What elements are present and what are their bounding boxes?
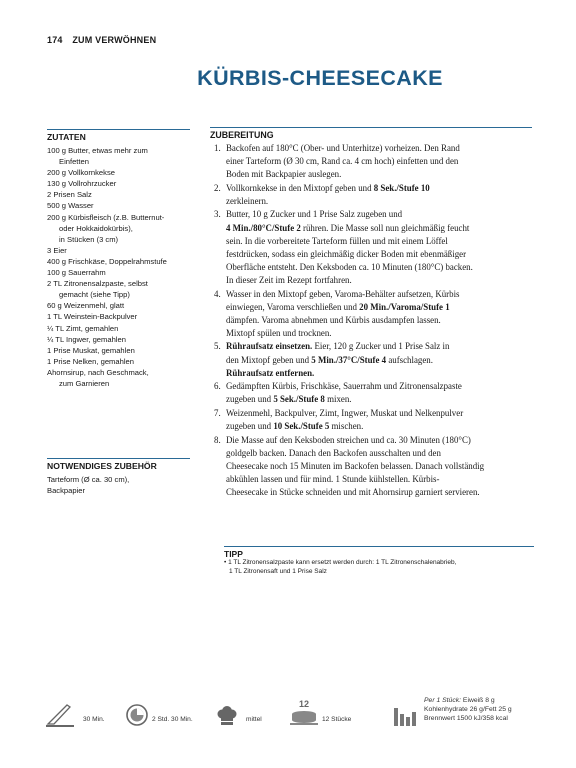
ingredient-item [47, 212, 190, 245]
nutrition-protein: Eiweiß 8 g [461, 697, 495, 704]
nutrition-info [424, 696, 512, 723]
ingredient-line: ¼ TL Ingwer, gemahlen [47, 334, 126, 344]
step-text [226, 288, 460, 340]
ingredient-item [47, 323, 190, 334]
step-number: 3. [214, 209, 221, 220]
step-line: Wasser in den Mixtopf geben, Varoma-Behälter aufsetzen, Kürbis [226, 288, 460, 299]
step-item [210, 340, 532, 379]
ingredient-item [47, 245, 190, 256]
step-line: Gedämpften Kürbis, Frischkäse, Sauerrahm und Zitronensalzpaste [226, 381, 462, 392]
tip-heading: TIPP [224, 549, 243, 559]
ingredient-line: 100 g Sauerrahm [47, 268, 106, 278]
ingredient-item [47, 267, 190, 278]
portions: 12 Stücke [322, 716, 352, 723]
recipe-info-bar [0, 696, 576, 736]
ingredient-line: 3 Eier [47, 245, 67, 255]
ingredient-line: ¼ TL Zimt, gemahlen [47, 323, 119, 333]
step-line: Cheesecake noch 15 Minuten im Backofen belassen. Danach vollständig [226, 460, 485, 471]
ingredient-item [47, 189, 190, 200]
preparation-section [210, 127, 532, 500]
step-line: 4 Min./80°C/Stufe 2 rühren. Die Masse soll nun gleichmäßig feucht [226, 222, 470, 233]
ingredient-line: 60 g Weizenmehl, glatt [47, 301, 125, 311]
ingredient-item [47, 311, 190, 322]
step-number: 2. [214, 182, 221, 193]
step-number: 1. [214, 143, 221, 153]
page-number: 174 [47, 35, 63, 45]
step-text [226, 434, 484, 499]
step-number: 8. [214, 434, 221, 445]
clock-icon [125, 703, 149, 727]
ingredient-item [47, 334, 190, 345]
step-line: abkühlen lassen und für mind. 1 Stunde kühlstellen. Kürbis- [226, 473, 440, 484]
ingredient-item [47, 145, 190, 167]
step-number: 5. [214, 341, 221, 352]
equipment-line: Backpapier [47, 486, 85, 496]
ingredient-line: 200 g Kürbisfleisch (z.B. Butternut- [47, 212, 165, 222]
tip-line: • 1 TL Zitronensalzpaste kann ersetzt werden durch: 1 TL Zitronenschalenabrieb, [224, 559, 457, 566]
nutrition-per-label: Per 1 Stück: [424, 697, 462, 704]
ingredients-panel [47, 129, 190, 389]
step-line: einer Tarteform (Ø 30 cm, Rand ca. 4 cm hoch) einfetten und den [226, 156, 459, 167]
ingredient-line: 500 g Wasser [47, 201, 94, 211]
step-line: Vollkornkekse in den Mixtopf geben und 8 Sek./Stufe 10 [226, 182, 430, 193]
step-line: Boden mit Backpapier auslegen. [226, 169, 342, 180]
step-line: Cheesecake in Stücke schneiden und mit Ahornsirup garniert servieren. [226, 486, 480, 497]
tip-box [224, 546, 534, 576]
ingredient-line: 400 g Frischkäse, Doppelrahmstufe [47, 256, 167, 266]
step-line: Oberfläche entsteht. Den Keksboden ca. 10 Minuten (180°C) backen. [226, 261, 473, 272]
ingredient-item [47, 200, 190, 211]
nutrition-energy: Brennwert 1500 kJ/358 kcal [424, 715, 508, 722]
ingredient-line: zum Garnieren [59, 378, 110, 388]
step-line: einwiegen, Varoma verschließen und 20 Min./Varoma/Stufe 1 [226, 301, 450, 312]
ingredient-item [47, 256, 190, 267]
ingredient-line: 1 TL Weinstein-Backpulver [47, 312, 138, 322]
knife-icon [45, 702, 77, 728]
step-number: 6. [214, 381, 221, 392]
equipment-panel [47, 458, 190, 496]
step-line: In dieser Zeit im Rezept fortfahren. [226, 274, 352, 285]
step-line: zerkleinern. [226, 195, 269, 206]
step-number: 7. [214, 407, 221, 418]
step-line: zugeben und 10 Sek./Stufe 5 mischen. [226, 420, 364, 431]
ingredient-line: 1 Prise Nelken, gemahlen [47, 356, 134, 366]
step-line: Weizenmehl, Backpulver, Zimt, Ingwer, Muskat und Nelkenpulver [226, 407, 464, 418]
step-line: Rühraufsatz entfernen. [226, 367, 315, 378]
ingredient-item [47, 345, 190, 356]
equipment-line: Tarteform (Ø ca. 30 cm), [47, 475, 130, 484]
cake-icon [289, 709, 319, 727]
ingredient-item [47, 178, 190, 189]
ingredient-line: oder Hokkaidokürbis), [59, 223, 133, 233]
ingredient-line: 2 Prisen Salz [47, 190, 92, 200]
step-line: Mixtopf spülen und trocknen. [226, 327, 332, 338]
step-item [210, 407, 532, 433]
ingredient-item [47, 167, 190, 178]
step-line: den Mixtopf geben und 5 Min./37°C/Stufe 4 aufschlagen. [226, 354, 433, 365]
ingredient-line: 1 Prise Muskat, gemahlen [47, 345, 135, 355]
step-text [226, 182, 430, 208]
ingredient-line: 200 g Vollkornkekse [47, 168, 115, 178]
ingredient-item [47, 367, 190, 389]
ingredient-line: in Stücken (3 cm) [59, 234, 119, 244]
step-line: Rühraufsatz einsetzen. Eier, 120 g Zucker und 1 Prise Salz in [226, 341, 450, 352]
step-line: sein. In die vorbereitete Tarteform füllen und mit einem Löffel [226, 235, 448, 246]
ingredient-item [47, 356, 190, 367]
ingredient-item [47, 278, 190, 300]
step-item [210, 182, 532, 208]
step-item [210, 434, 532, 499]
step-line: festdrücken, sodass ein gleichmäßig dicker Boden mit ebenmäßiger [226, 248, 467, 259]
step-text [226, 142, 460, 181]
step-item [210, 288, 532, 340]
step-item [210, 208, 532, 287]
step-line: Die Masse auf den Keksboden streichen und ca. 30 Minuten (180°C) [226, 434, 471, 445]
ingredient-list [47, 145, 190, 389]
chef-hat-icon [216, 705, 238, 727]
recipe-title: KÜRBIS-CHEESECAKE [197, 66, 443, 90]
ingredient-line: gemacht (siehe Tipp) [59, 290, 130, 300]
running-header [47, 35, 156, 45]
difficulty: mittel [246, 716, 262, 723]
bar-chart-icon [392, 704, 418, 728]
ingredient-line: Ahornsirup, nach Geschmack, [47, 367, 149, 377]
step-line: Butter, 10 g Zucker und 1 Prise Salz zugeben und [226, 209, 403, 220]
step-number: 4. [214, 288, 221, 299]
ingredients-heading: ZUTATEN [47, 129, 190, 145]
step-text [226, 380, 462, 406]
ingredient-line: 130 g Vollrohrzucker [47, 179, 117, 189]
step-line: Backofen auf 180°C (Ober- und Unterhitze) vorheizen. Den Rand [226, 143, 460, 153]
step-line: goldgelb backen. Danach den Backofen ausschalten und den [226, 447, 441, 458]
equipment-heading: NOTWENDIGES ZUBEHÖR [47, 458, 190, 474]
step-text [226, 208, 473, 287]
step-text [226, 340, 449, 379]
step-list [210, 142, 532, 499]
step-line: dämpfen. Varoma abnehmen und Kürbis ausdampfen lassen. [226, 314, 441, 325]
step-text [226, 407, 463, 433]
preparation-heading: ZUBEREITUNG [210, 127, 532, 142]
ingredient-line: 2 TL Zitronensalzpaste, selbst [47, 279, 148, 289]
step-item [210, 380, 532, 406]
ingredient-item [47, 300, 190, 311]
ingredient-line: 100 g Butter, etwas mehr zum [47, 146, 148, 155]
prep-time: 30 Min. [83, 716, 105, 723]
nutrition-carbs-fat: Kohlenhydrate 26 g/Fett 25 g [424, 706, 512, 713]
section-title: ZUM VERWÖHNEN [72, 35, 157, 45]
total-time: 2 Std. 30 Min. [152, 716, 193, 723]
ingredient-line: Einfetten [59, 157, 89, 167]
portions-number: 12 [298, 699, 309, 709]
tip-line: 1 TL Zitronensaft und 1 Prise Salz [229, 567, 327, 575]
step-line: zugeben und 5 Sek./Stufe 8 mixen. [226, 394, 352, 405]
step-item [210, 142, 532, 181]
